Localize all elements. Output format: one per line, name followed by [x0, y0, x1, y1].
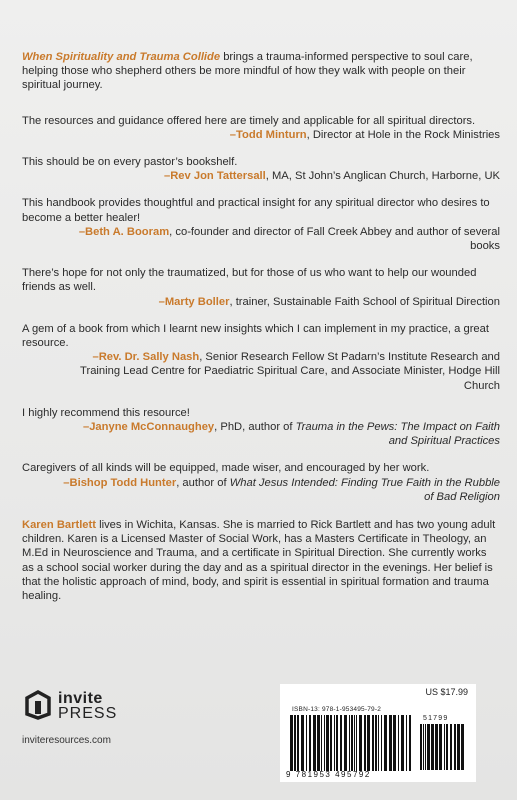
endorsement-attribution: [22, 476, 500, 504]
author-bio: [22, 518, 500, 603]
endorsement-attribution: [22, 225, 500, 253]
endorsement: [22, 196, 500, 253]
author-bio-text: lives in Wichita, Kansas. She is married to Rick Bartlett and has two young adult children. Karen is a Licensed Master of Social Work, has a Masters Certificate in Theology, an M.Ed in Neuroscience and Trauma, and a certificate in Spiritual Direction. She currently works as a school social worker during the day and as a spiritual director in the evenings. Her belief is that the holistic approach of mind, body, and spirit is essential in spiritual formation and trauma healing.: [22, 519, 496, 603]
endorser-title: , PhD, author of: [214, 421, 296, 434]
endorser-book-title: What Jesus Intended: Finding True Faith in the Rubble of Bad Religion: [229, 476, 500, 503]
back-cover-content: [22, 50, 500, 614]
author-name: Karen Bartlett: [22, 519, 96, 532]
endorsement-attribution: [22, 420, 500, 448]
endorsement-attribution: [22, 128, 500, 142]
endorser-name: –Rev. Dr. Sally Nash: [92, 351, 200, 364]
publisher-url: inviteresources.com: [22, 735, 111, 746]
endorsement-quote: This should be on every pastor’s bookshelf.: [22, 156, 238, 169]
price-code: 51799: [423, 715, 449, 722]
price-label: US $17.99: [425, 687, 468, 697]
endorser-name: –Rev Jon Tattersall: [164, 170, 266, 183]
isbn-barcode: [290, 715, 414, 771]
barcode-box: [280, 684, 476, 782]
endorsement: [22, 461, 500, 504]
endorser-title: , Senior Research Fellow St Padarn’s Institute Research and Training Lead Centre for Paediatric Spiritual Care, and Associate Minister, Hodge Hill Church: [80, 351, 500, 392]
endorsement: [22, 406, 500, 449]
endorser-title: , MA, St John’s Anglican Church, Harborne, UK: [265, 170, 500, 183]
endorsement-attribution: [22, 350, 500, 393]
intro-paragraph: [22, 50, 500, 93]
endorser-name: –Todd Minturn: [229, 128, 307, 141]
isbn-label: ISBN-13: 978-1-953495-79-2: [292, 706, 382, 713]
endorsement-quote: There’s hope for not only the traumatized, but for those of us who want to help our wounded friends as well.: [22, 267, 477, 294]
endorser-name: –Bishop Todd Hunter: [63, 476, 177, 489]
publisher-name-line1: invite: [58, 690, 103, 707]
endorsement-quote: This handbook provides thoughtful and practical insight for any spiritual director who desires to become a better healer!: [22, 197, 490, 224]
endorser-name: –Beth A. Booram: [78, 225, 170, 238]
intro-text: brings a trauma-informed perspective to soul care, helping those who shepherd others be more mindful of how they walk with people on their spiritual journey.: [22, 51, 473, 92]
endorsement-quote: Caregivers of all kinds will be equipped, made wiser, and encouraged by her work.: [22, 462, 430, 475]
endorsement-quote: The resources and guidance offered here are timely and applicable for all spiritual directors.: [22, 114, 476, 127]
endorser-title: , trainer, Sustainable Faith School of Spiritual Direction: [229, 295, 500, 308]
endorser-title: , Director at Hole in the Rock Ministries: [306, 128, 500, 141]
publisher-name: [58, 691, 117, 721]
endorser-title: , co-founder and director of Fall Creek Abbey and author of several books: [169, 225, 500, 253]
book-title: When Spirituality and Trauma Collide: [22, 51, 221, 63]
isbn-digits: 9 781953 495792: [286, 770, 371, 779]
endorsement-attribution: [22, 295, 500, 309]
invite-press-logo-icon: [24, 690, 52, 720]
endorsement-quote: I highly recommend this resource!: [22, 406, 190, 419]
endorsement-list: [22, 114, 500, 504]
endorser-title: , author of: [176, 476, 230, 489]
price-barcode: [420, 724, 468, 770]
publisher-logo: [22, 690, 142, 770]
publisher-name-line2: PRESS: [58, 705, 118, 722]
endorsement-attribution: [22, 169, 500, 183]
endorsement: [22, 266, 500, 309]
endorser-name: –Marty Boller: [158, 295, 230, 308]
endorsement: [22, 155, 500, 183]
endorser-book-title: Trauma in the Pews: The Impact on Faith and Spiritual Practices: [295, 421, 500, 448]
endorser-name: –Janyne McConnaughey: [82, 421, 215, 434]
endorsement: [22, 114, 500, 142]
bottom-section: [22, 672, 500, 782]
endorsement: [22, 322, 500, 393]
endorsement-quote: A gem of a book from which I learnt new insights which I can implement in my practice, a great resource.: [22, 322, 489, 350]
